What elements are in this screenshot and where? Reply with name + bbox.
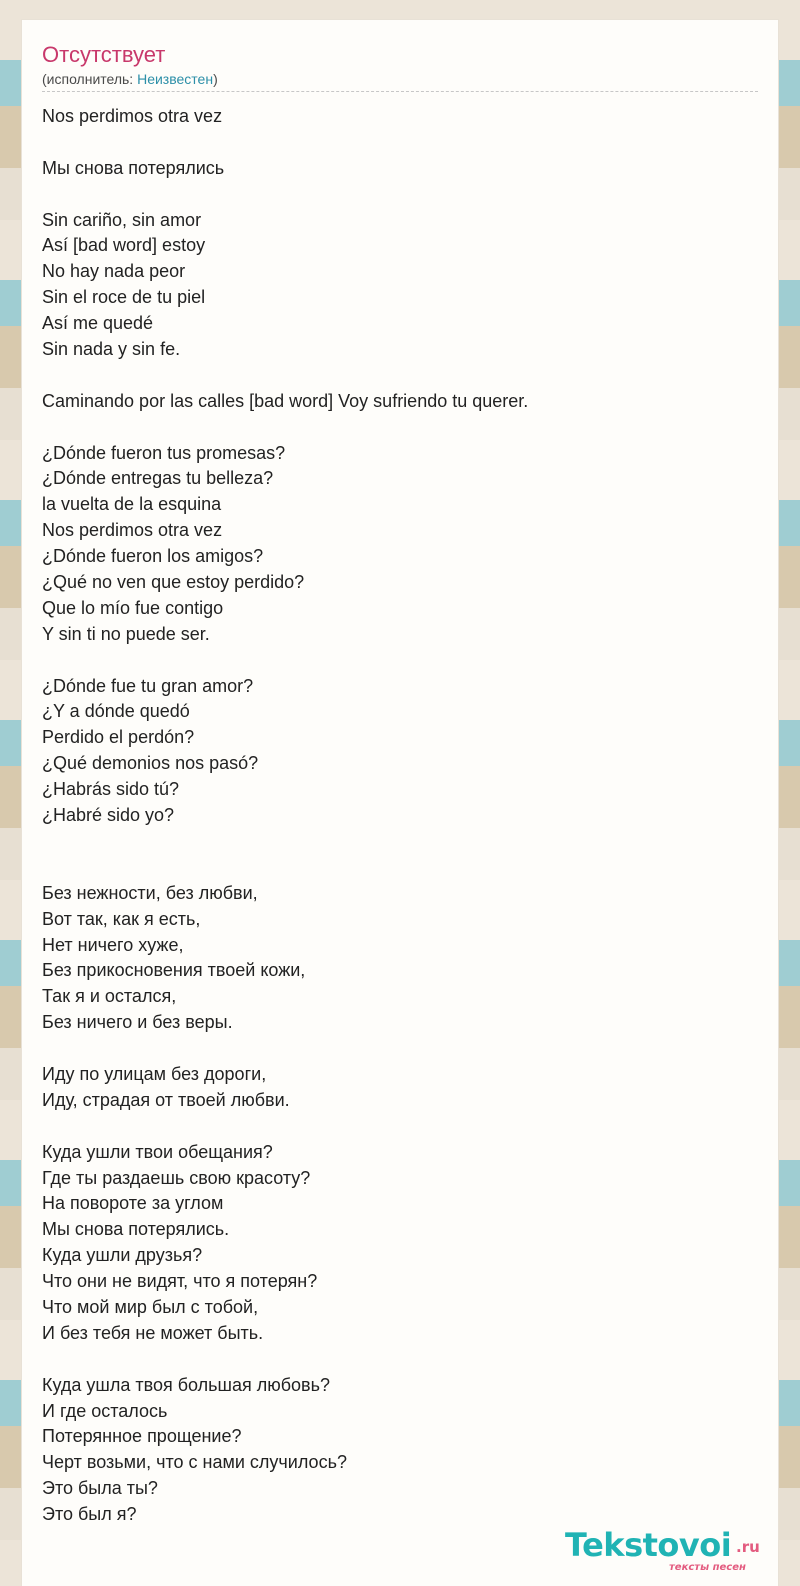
lyric-line [42, 415, 758, 441]
lyric-line: Sin el roce de tu piel [42, 287, 206, 308]
lyric-line: И где осталось [42, 1400, 168, 1421]
lyric-line: ¿Dónde fue tu gran amor? [42, 675, 254, 696]
lyric-line: ¿Dónde fueron los amigos? [42, 546, 264, 567]
lyric-line: На повороте за углом [42, 1193, 224, 1214]
lyric-line: la vuelta de la esquina [42, 494, 222, 515]
lyric-line: ¿Qué no ven que estoy perdido? [42, 572, 305, 593]
lyric-line [42, 1114, 758, 1140]
song-header [42, 42, 758, 88]
lyric-line: ¿Qué demonios nos pasó? [42, 753, 259, 774]
lyric-line: Que lo mío fue contigo [42, 597, 224, 618]
lyric-line [42, 182, 758, 208]
lyric-line: Sin cariño, sin amor [42, 209, 202, 230]
logo-wordmark: Tekstovoi [565, 1526, 732, 1564]
artist-link[interactable]: Неизвестен [137, 71, 214, 87]
lyric-line [42, 363, 758, 389]
lyric-line [42, 130, 758, 156]
lyric-line: Куда ушла твоя большая любовь? [42, 1374, 330, 1395]
lyric-line: Perdido el perdón? [42, 727, 195, 748]
artist-suffix: ) [213, 71, 218, 87]
header-divider [42, 91, 758, 92]
lyric-line: Нет ничего хуже, [42, 934, 184, 955]
lyric-line: ¿Y a dónde quedó [42, 701, 190, 722]
logo-tagline: тексты песен [669, 1562, 746, 1573]
lyric-line: Это была ты? [42, 1478, 158, 1499]
lyric-line: Без прикосновения твоей кожи, [42, 960, 306, 981]
lyric-line: Где ты раздаешь свою красоту? [42, 1167, 311, 1188]
lyric-line [42, 648, 758, 674]
lyric-line: ¿Dónde entregas tu belleza? [42, 468, 274, 489]
lyric-line [42, 1347, 758, 1373]
lyrics-text [42, 104, 758, 1528]
lyric-line: Что они не видят, что я потерян? [42, 1271, 318, 1292]
lyric-line: Nos perdimos otra vez [42, 106, 223, 126]
lyric-line: ¿Habrás sido tú? [42, 779, 180, 800]
lyric-line: No hay nada peor [42, 261, 186, 282]
lyric-line: Мы снова потерялись [42, 157, 225, 178]
lyric-line: Y sin ti no puede ser. [42, 623, 210, 644]
lyric-line: ¿Dónde fueron tus promesas? [42, 442, 286, 463]
lyric-line: Без нежности, без любви, [42, 882, 258, 903]
lyric-line: Иду по улицам без дороги, [42, 1063, 267, 1084]
lyrics-card [22, 20, 778, 1586]
lyric-line: Мы снова потерялись. [42, 1219, 230, 1240]
lyric-line: Así me quedé [42, 313, 154, 334]
lyric-line [42, 829, 758, 855]
lyric-line: Вот так, как я есть, [42, 908, 201, 929]
lyric-line: Без ничего и без веры. [42, 1012, 233, 1033]
lyric-line: Иду, страдая от твоей любви. [42, 1089, 290, 1110]
lyric-line: Sin nada y sin fe. [42, 339, 181, 360]
lyric-line: Caminando por las calles [bad word] Voy sufriendo tu querer. [42, 390, 529, 411]
lyric-line: Куда ушли твои обещания? [42, 1141, 273, 1162]
artist-prefix: (исполнитель: [42, 71, 138, 87]
lyric-line [42, 855, 758, 881]
lyric-line: Что мой мир был с тобой, [42, 1296, 259, 1317]
artist-line [42, 70, 758, 88]
lyric-line: Так я и остался, [42, 986, 177, 1007]
lyric-line: Nos perdimos otra vez [42, 520, 223, 541]
lyric-line: Черт возьми, что с нами случилось? [42, 1452, 347, 1473]
logo-tld: .ru [736, 1538, 760, 1556]
lyric-line: ¿Habré sido yo? [42, 805, 175, 826]
lyric-line: Куда ушли друзья? [42, 1245, 203, 1266]
lyric-line: Это был я? [42, 1504, 137, 1525]
song-title: Отсутствует [42, 42, 166, 67]
lyric-line: Así [bad word] estoy [42, 235, 206, 256]
lyric-line: И без тебя не может быть. [42, 1322, 264, 1343]
lyric-line: Потерянное прощение? [42, 1426, 242, 1447]
site-logo[interactable] [565, 1526, 765, 1574]
lyric-line [42, 1036, 758, 1062]
